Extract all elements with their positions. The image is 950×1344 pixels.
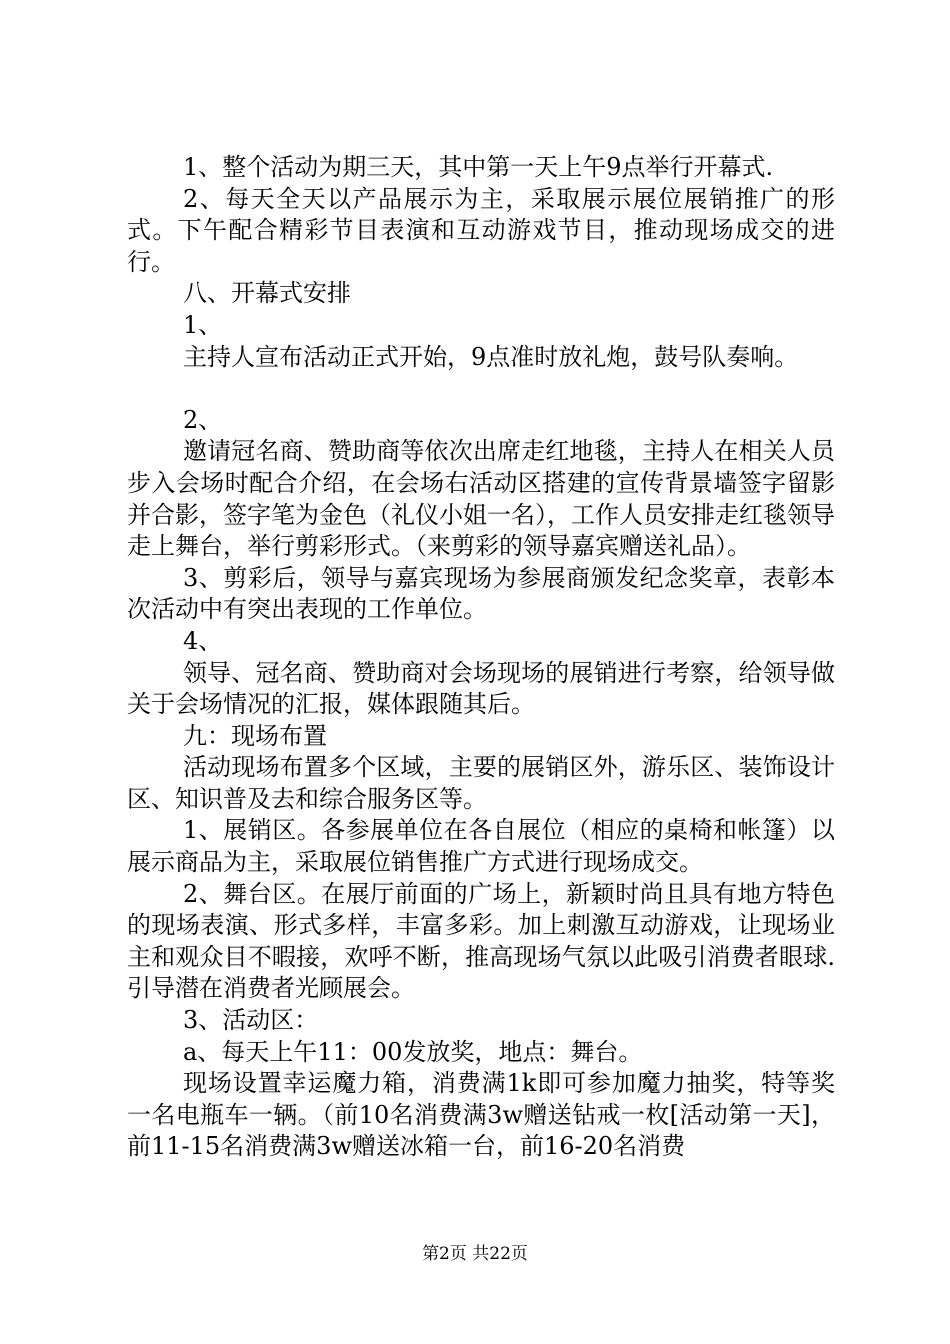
paragraph-activity-lottery: 现场设置幸运魔力箱，消费满1k即可参加魔力抽奖，特等奖一名电瓶车一辆。（前10名消费满3w赠送钻戒一枚[活动第一天]，前11-15名消费满3w赠送冰箱一台，前16-20名消费 [127, 1069, 835, 1161]
paragraph-layout-2: 2、舞台区。在展厅前面的广场上，新颖时尚且具有地方特色的现场表演、形式多样，丰富多彩。加上刺激互动游戏，让现场业主和观众目不暇接，欢呼不断，推高现场气氛以此吸引消费者眼球.引导潜在消费者光顾展会。 [127, 879, 835, 1003]
paragraph-opening-4: 领导、冠名商、赞助商对会场现场的展销进行考察，给领导做关于会场情况的汇报，媒体跟随其后。 [127, 658, 835, 719]
paragraph-layout-1: 1、展销区。各参展单位在各自展位（相应的桌椅和帐篷）以展示商品为主，采取展位销售推广方式进行现场成交。 [127, 816, 835, 877]
section-heading-opening: 八、开幕式安排 [183, 279, 351, 308]
list-marker-1: 1、 [183, 310, 223, 339]
paragraph-opening-3: 3、剪彩后，领导与嘉宾现场为参展商颁发纪念奖章，表彰本次活动中有突出表现的工作单位。 [127, 563, 835, 624]
paragraph-schedule-2: 2、每天全天以产品展示为主，采取展示展位展销推广的形式。下午配合精彩节目表演和互动游戏节目，推动现场成交的进行。 [127, 184, 835, 276]
paragraph-activity-a: a、每天上午11：00发放奖，地点：舞台。 [183, 1037, 643, 1066]
paragraph-opening-2: 邀请冠名商、赞助商等依次出席走红地毯，主持人在相关人员步入会场时配合介绍，在会场右活动区搭建的宣传背景墙签字留影并合影，签字笔为金色（礼仪小姐一名），工作人员安排走红毯领导走上舞台，举行剪彩形式。（来剪彩的领导嘉宾赠送礼品）。 [127, 437, 835, 561]
paragraph-layout-3: 3、活动区： [183, 1006, 319, 1035]
document-body [127, 152, 835, 1163]
list-marker-4: 4、 [183, 626, 223, 655]
section-heading-layout: 九：现场布置 [183, 721, 327, 750]
paragraph-schedule-1: 1、整个活动为期三天，其中第一天上午9点举行开幕式. [183, 153, 774, 181]
paragraph-opening-1: 主持人宣布活动正式开始，9点准时放礼炮，鼓号队奏响。 [183, 342, 799, 371]
page-number-footer: 第2页 共22页 [422, 1244, 528, 1264]
paragraph-layout-intro: 活动现场布置多个区域，主要的展销区外，游乐区、装饰设计区、知识普及去和综合服务区等。 [127, 753, 835, 813]
list-marker-2: 2、 [183, 405, 223, 434]
